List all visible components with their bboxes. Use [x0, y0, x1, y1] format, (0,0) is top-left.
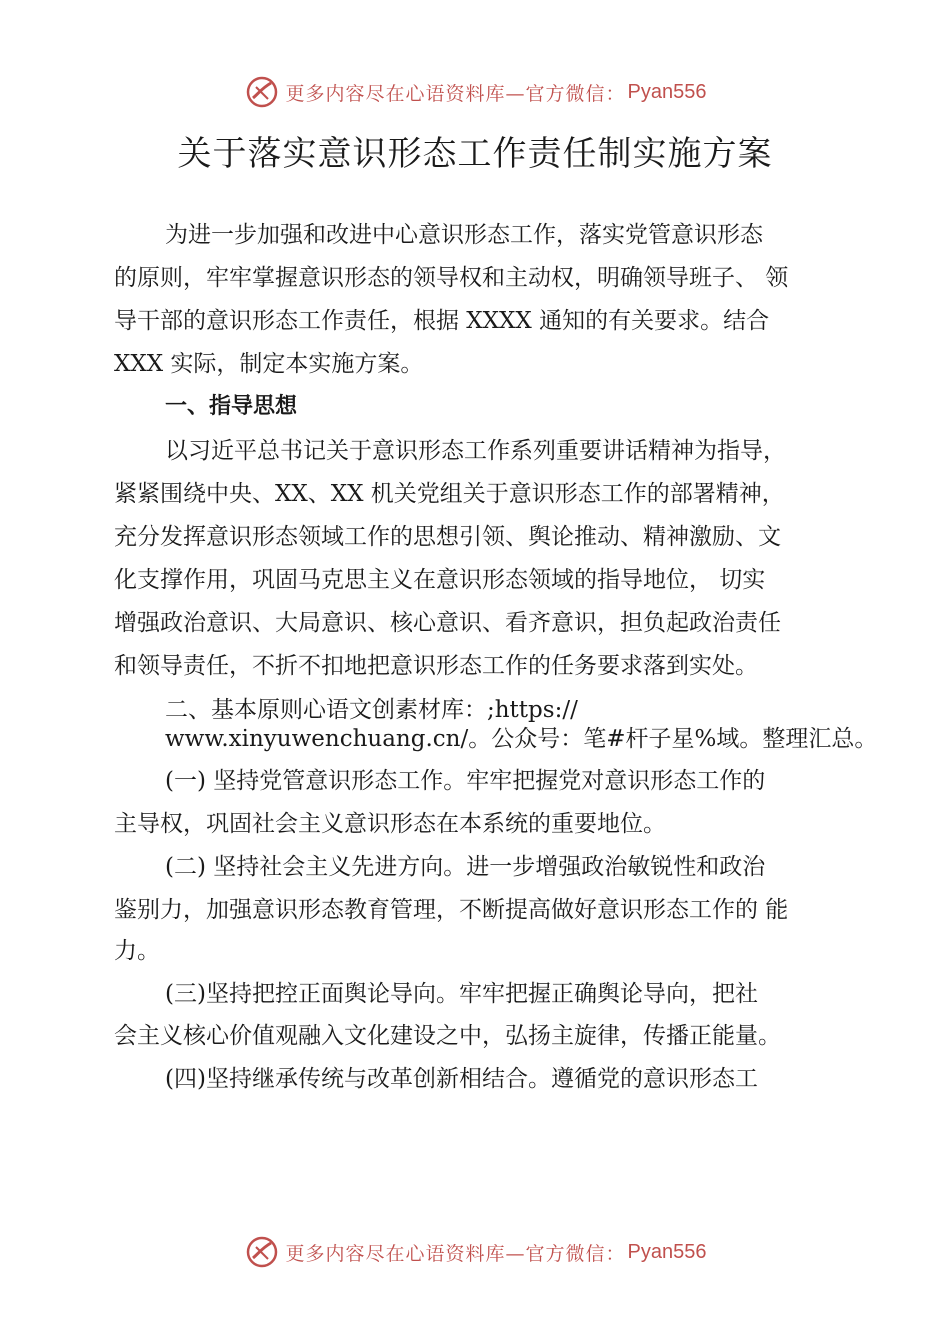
body-line: 的原则，牢牢掌握意识形态的领导权和主动权，明确领导班子、 领 — [114, 265, 789, 291]
banner-text: 更多内容尽在心语资料库—官方微信： — [285, 1242, 626, 1265]
brand-logo-icon — [244, 1234, 280, 1270]
body-line: (四)坚持继承传统与改革创新相结合。遵循党的意识形态工 — [165, 1066, 758, 1092]
banner-text: 更多内容尽在心语资料库—官方微信： — [285, 82, 626, 105]
body-line: 充分发挥意识形态领域工作的思想引领、舆论推动、精神激励、文 — [114, 524, 781, 550]
body-line: 以习近平总书记关于意识形态工作系列重要讲话精神为指导， — [165, 438, 786, 464]
body-line: (三)坚持把控正面舆论导向。牢牢把握正确舆论导向，把社 — [165, 981, 758, 1007]
banner-wechat-id: Pyan556 — [627, 80, 707, 103]
document-title: 关于落实意识形态工作责任制实施方案 — [177, 134, 773, 174]
footer-watermark-banner — [0, 1232, 950, 1272]
brand-logo-icon — [244, 74, 280, 110]
header-watermark-banner — [0, 72, 950, 112]
section-heading: 一、指导思想 — [165, 394, 298, 419]
body-line: 化支撑作用，巩固马克思主义在意识形态领域的指导地位， 切实 — [114, 567, 766, 593]
body-line: 导干部的意识形态工作责任，根据 XXXX 通知的有关要求。结合 — [114, 308, 770, 334]
body-line: 紧紧围绕中央、XX、XX 机关党组关于意识形态工作的部署精神， — [114, 481, 785, 507]
body-line: XXX 实际，制定本实施方案。 — [114, 351, 424, 377]
body-line: 会主义核心价值观融入文化建设之中，弘扬主旋律，传播正能量。 — [114, 1023, 781, 1049]
body-line: (二) 坚持社会主义先进方向。进一步增强政治敏锐性和政治 — [165, 854, 766, 880]
body-line: (一) 坚持党管意识形态工作。牢牢把握党对意识形态工作的 — [165, 768, 766, 794]
banner-wechat-id: Pyan556 — [627, 1240, 707, 1263]
body-line: 增强政治意识、大局意识、核心意识、看齐意识，担负起政治责任 — [114, 610, 781, 636]
body-line: 鉴别力，加强意识形态教育管理，不断提高做好意识形态工作的 能 — [114, 897, 789, 923]
section-heading: 二、基本原则心语文创素材库：;https:// — [165, 697, 578, 723]
body-line: 力。 — [114, 938, 160, 964]
body-line: 为进一步加强和改进中心意识形态工作，落实党管意识形态 — [165, 222, 763, 248]
body-line: www.xinyuwenchuang.cn/。公众号：笔#杆子星%域。整理汇总。 — [165, 726, 878, 752]
body-line: 和领导责任，不折不扣地把意识形态工作的任务要求落到实处。 — [114, 653, 758, 679]
body-line: 主导权，巩固社会主义意识形态在本系统的重要地位。 — [114, 811, 666, 837]
